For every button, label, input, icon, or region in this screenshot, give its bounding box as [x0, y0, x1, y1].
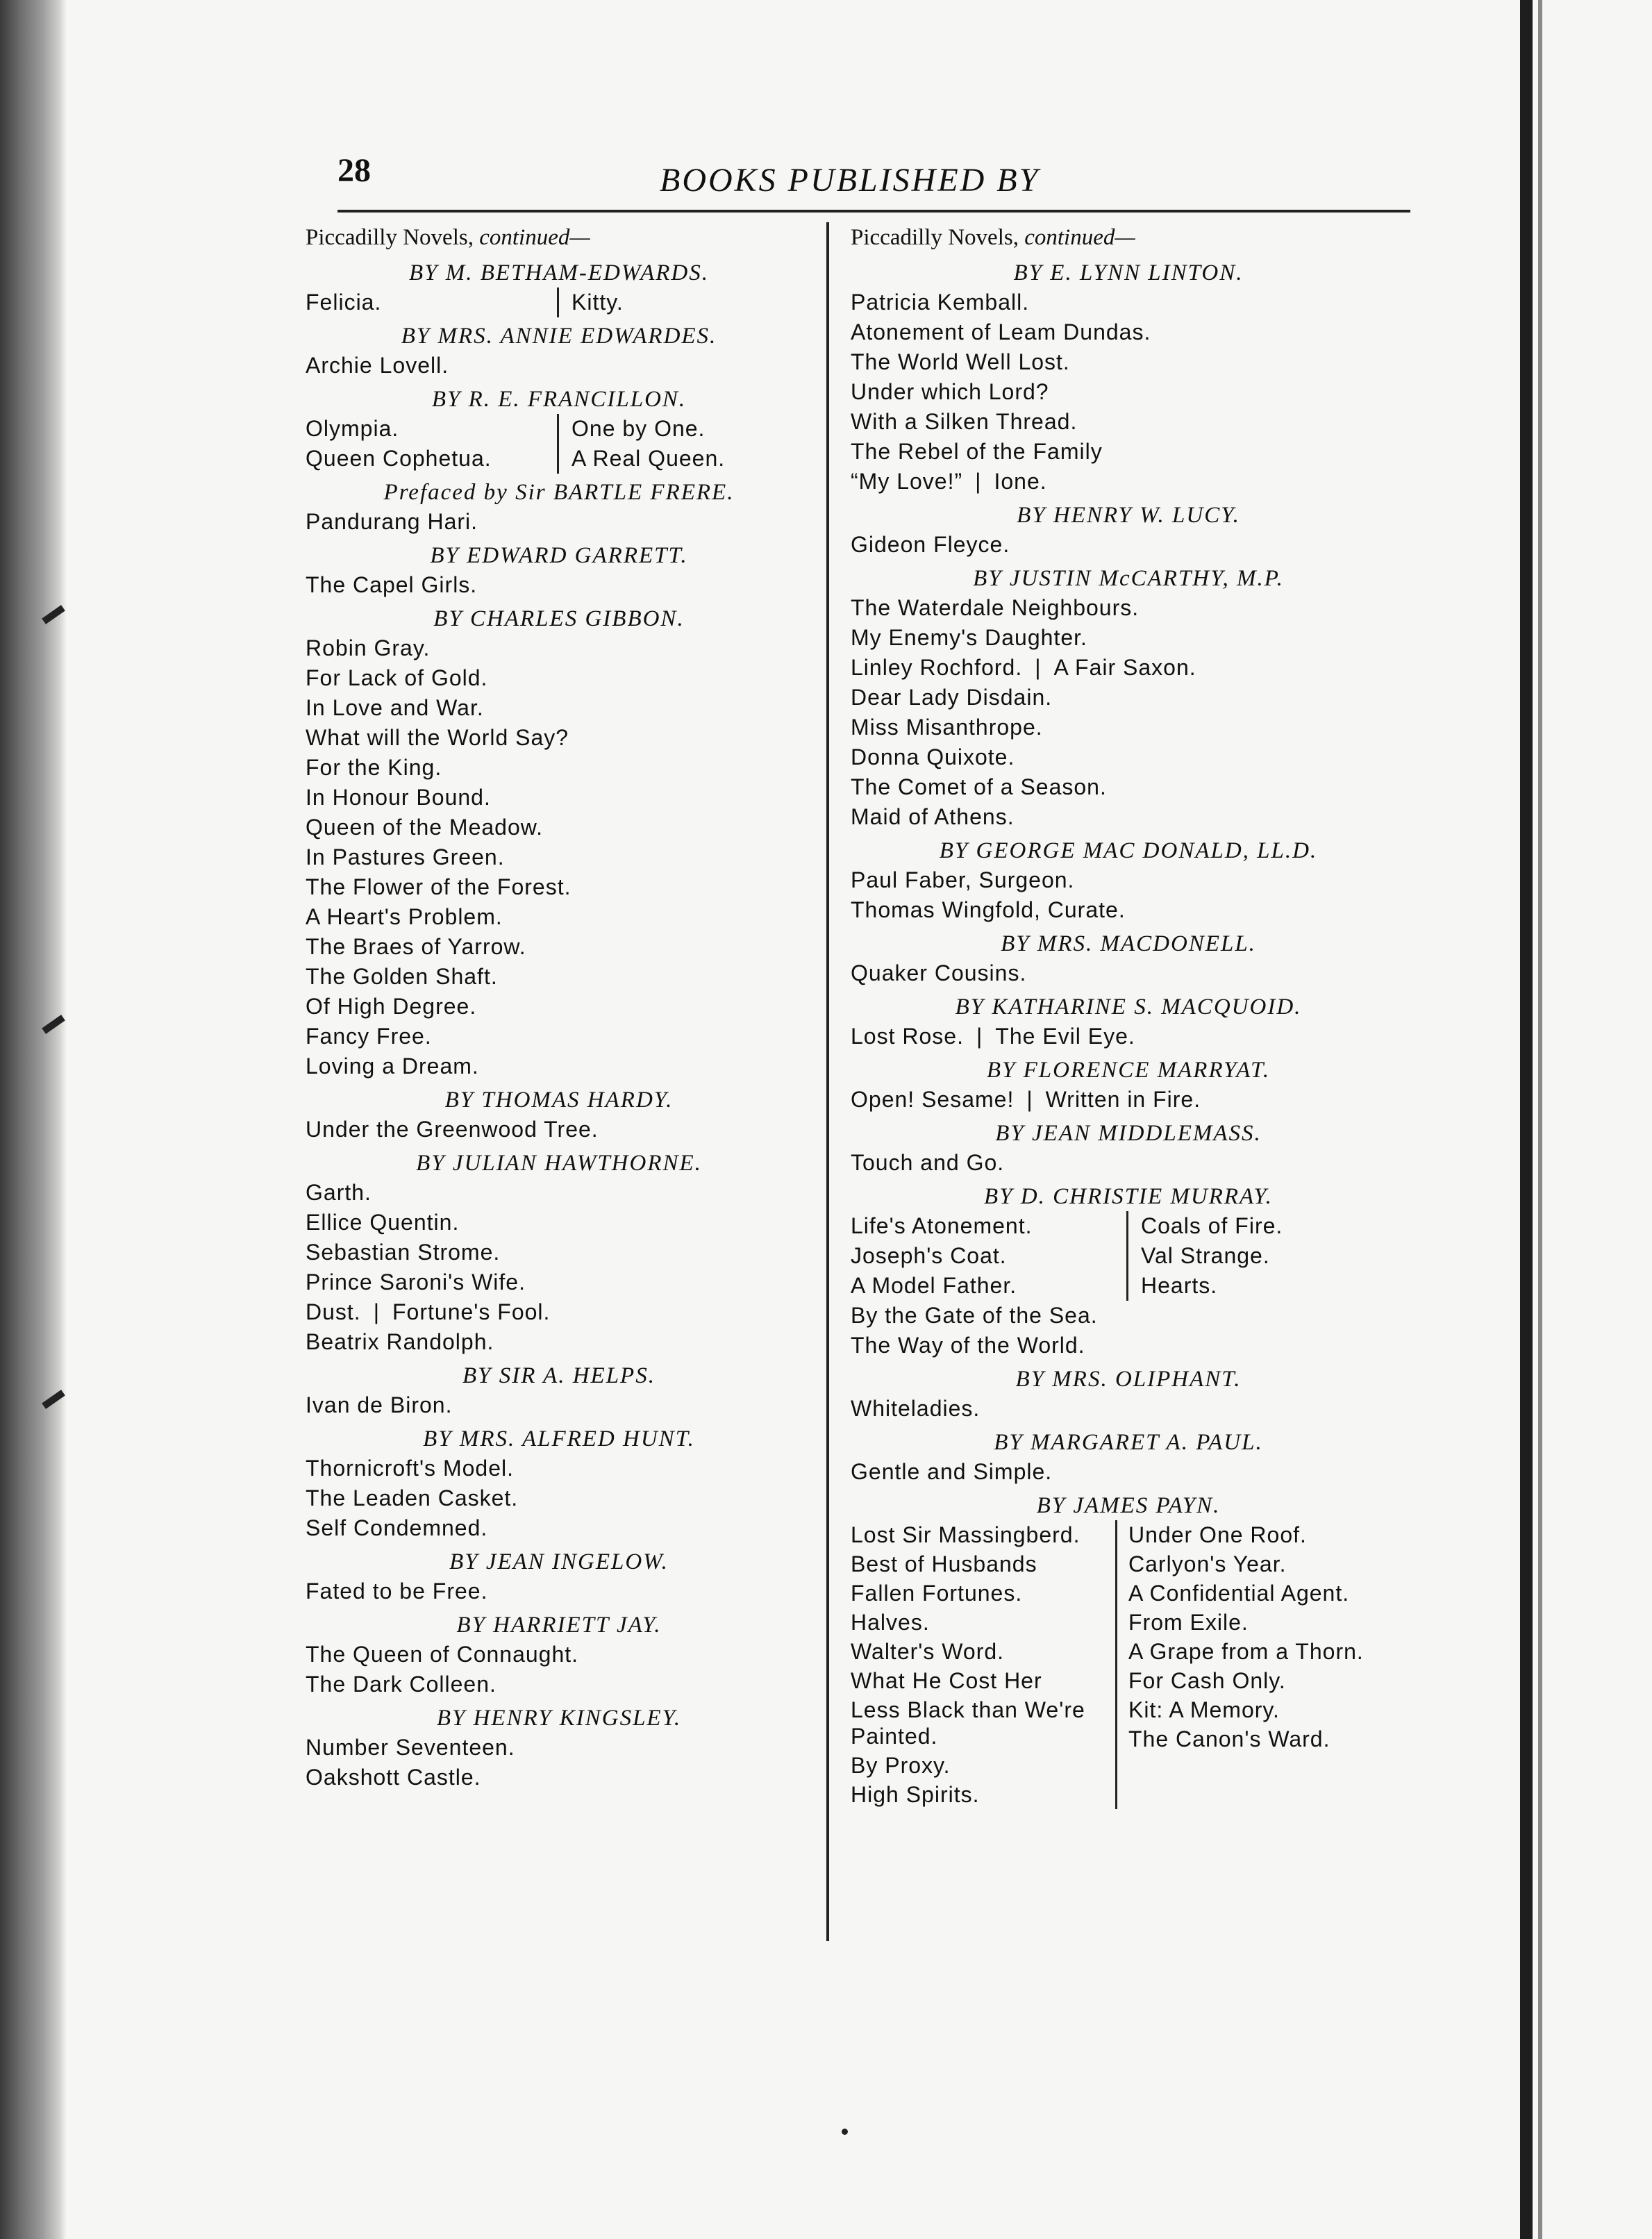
book-title: Beatrix Randolph. [306, 1329, 494, 1354]
book-title: Olympia. [306, 414, 559, 444]
book-binding-shadow [0, 0, 67, 2239]
continued-label: continued— [479, 225, 590, 250]
author-name: BY FLORENCE MARRYAT. [986, 1058, 1271, 1083]
author-heading [306, 1149, 812, 1178]
author-heading [851, 1428, 1406, 1457]
author-heading [306, 1361, 812, 1390]
title-separator: | [975, 469, 982, 494]
author-heading [306, 541, 812, 570]
book-title: Halves. [851, 1610, 930, 1635]
author-name: BY THOMAS HARDY. [444, 1088, 674, 1113]
book-title-pair [306, 1297, 812, 1327]
book-title: “My Love!” [851, 469, 963, 494]
author-name: BY M. BETHAM-EDWARDS. [409, 260, 709, 285]
book-title: The Capel Girls. [306, 572, 478, 597]
book-title: Linley Rochford. [851, 655, 1023, 680]
book-title: Archie Lovell. [306, 353, 449, 378]
book-title: Joseph's Coat. [851, 1241, 1128, 1271]
book-title: Sebastian Strome. [306, 1240, 501, 1265]
author-name: BY KATHARINE S. MACQUOID. [955, 994, 1302, 1019]
author-name: BY JEAN INGELOW. [449, 1549, 669, 1574]
book-title: The Canon's Ward. [1128, 1726, 1330, 1751]
book-title: Garth. [306, 1180, 372, 1205]
book-title: Dust. [306, 1299, 361, 1324]
running-head: BOOKS PUBLISHED BY [660, 162, 1040, 199]
binding-mark [42, 1390, 65, 1409]
book-title-grid [306, 288, 812, 317]
book-title: Fallen Fortunes. [851, 1581, 1023, 1606]
book-title: Miss Misanthrope. [851, 715, 1043, 740]
book-title: Lost Sir Massingberd. [851, 1522, 1081, 1547]
author-name: BY MRS. ANNIE EDWARDES. [401, 324, 717, 349]
book-title: For the King. [306, 755, 442, 780]
payn-title-grid [851, 1520, 1406, 1809]
author-heading [851, 929, 1406, 958]
book-title: In Pastures Green. [306, 844, 505, 869]
author-name: BARTLE FRERE. [553, 480, 735, 505]
author-name: BY JEAN MIDDLEMASS. [995, 1121, 1262, 1146]
section-continued-line [306, 221, 812, 254]
section-name: Piccadilly Novels, [851, 225, 1025, 250]
book-title: Fortune's Fool. [392, 1299, 551, 1324]
continued-label: continued— [1024, 225, 1135, 250]
book-title-pair [851, 467, 1406, 497]
title-separator: | [1035, 655, 1042, 680]
author-heading [851, 836, 1406, 865]
book-title: The Evil Eye. [995, 1024, 1135, 1049]
author-name: BY E. LYNN LINTON. [1013, 260, 1244, 285]
author-heading [306, 1610, 812, 1640]
book-title: What He Cost Her [851, 1668, 1042, 1693]
book-title: Coals of Fire. [1141, 1213, 1283, 1238]
book-title: Under One Roof. [1128, 1522, 1307, 1547]
book-title: High Spirits. [851, 1782, 980, 1807]
author-name: BY D. CHRISTIE MURRAY. [984, 1184, 1273, 1209]
book-title: A Fair Saxon. [1053, 655, 1196, 680]
section-continued-line [851, 221, 1406, 254]
book-title: Atonement of Leam Dundas. [851, 319, 1151, 344]
column-divider [826, 222, 829, 1941]
book-title: Best of Husbands [851, 1551, 1037, 1576]
book-title: A Real Queen. [571, 446, 726, 471]
book-title: The Rebel of the Family [851, 439, 1103, 464]
author-heading [306, 258, 812, 288]
book-title: From Exile. [1128, 1610, 1249, 1635]
book-title: Loving a Dream. [306, 1054, 479, 1079]
book-title: Oakshott Castle. [306, 1765, 481, 1790]
book-title: The World Well Lost. [851, 349, 1070, 374]
book-title: Thomas Wingfold, Curate. [851, 897, 1126, 922]
book-title: My Enemy's Daughter. [851, 625, 1087, 650]
book-title: Robin Gray. [306, 635, 431, 660]
book-title: Gentle and Simple. [851, 1459, 1053, 1484]
author-heading [306, 1547, 812, 1576]
title-separator: | [373, 1299, 380, 1324]
book-title: Fated to be Free. [306, 1579, 488, 1604]
book-title-pair [851, 1022, 1406, 1051]
book-title: Open! Sesame! [851, 1087, 1015, 1112]
book-title: Dear Lady Disdain. [851, 685, 1053, 710]
title-separator: | [1026, 1087, 1033, 1112]
book-title-grid [306, 414, 812, 474]
book-title: The Comet of a Season. [851, 774, 1107, 799]
book-title: Felicia. [306, 288, 559, 317]
author-heading [851, 1182, 1406, 1211]
book-title: Ione. [994, 469, 1047, 494]
book-title: The Waterdale Neighbours. [851, 595, 1140, 620]
book-title: By the Gate of the Sea. [851, 1303, 1098, 1328]
book-title: A Confidential Agent. [1128, 1581, 1350, 1606]
book-title: Written in Fire. [1045, 1087, 1201, 1112]
book-title: The Golden Shaft. [306, 964, 498, 989]
book-title: Patricia Kemball. [851, 290, 1030, 315]
book-title: One by One. [571, 416, 706, 441]
author-name: BY R. E. FRANCILLON. [431, 387, 687, 412]
author-heading [851, 258, 1406, 288]
book-title: What will the World Say? [306, 725, 569, 750]
author-heading [851, 1365, 1406, 1394]
book-title: For Lack of Gold. [306, 665, 488, 690]
binding-mark [42, 605, 65, 624]
book-title: Donna Quixote. [851, 744, 1015, 769]
author-heading [851, 1119, 1406, 1148]
book-title: In Honour Bound. [306, 785, 491, 810]
book-title-grid [851, 1211, 1406, 1301]
book-title: Quaker Cousins. [851, 960, 1027, 985]
book-title: Queen of the Meadow. [306, 815, 543, 840]
book-title: In Love and War. [306, 695, 484, 720]
book-title: Prince Saroni's Wife. [306, 1270, 526, 1295]
author-name: BY HENRY W. LUCY. [1017, 503, 1240, 528]
author-heading [306, 604, 812, 633]
book-title: Of High Degree. [306, 994, 477, 1019]
book-title: Queen Cophetua. [306, 444, 559, 474]
book-title: Pandurang Hari. [306, 509, 478, 534]
page-edge-line [1538, 0, 1542, 2239]
book-title-pair [851, 1085, 1406, 1115]
book-title: With a Silken Thread. [851, 409, 1078, 434]
author-name: BY EDWARD GARRETT. [430, 543, 688, 568]
book-title: Kit: A Memory. [1128, 1697, 1280, 1722]
section-name: Piccadilly Novels, [306, 225, 480, 250]
book-title: Lost Rose. [851, 1024, 964, 1049]
author-name: BY HARRIETT JAY. [456, 1613, 662, 1638]
left-column [306, 221, 812, 1792]
book-title: Thornicroft's Model. [306, 1456, 514, 1481]
book-title: By Proxy. [851, 1753, 951, 1778]
author-name: BY JUSTIN McCARTHY, M.P. [973, 566, 1284, 591]
book-title: Number Seventeen. [306, 1735, 515, 1760]
book-title: Whiteladies. [851, 1396, 981, 1421]
right-column [851, 221, 1406, 1809]
author-heading [851, 564, 1406, 593]
book-title: Life's Atonement. [851, 1211, 1128, 1241]
title-separator: | [976, 1024, 983, 1049]
book-title: A Grape from a Thorn. [1128, 1639, 1364, 1664]
book-title: Kitty. [571, 290, 624, 315]
book-title: The Dark Colleen. [306, 1672, 497, 1697]
payn-left-list [851, 1520, 1117, 1809]
book-title-pair [851, 653, 1406, 683]
author-name: BY CHARLES GIBBON. [433, 606, 685, 631]
author-heading [851, 501, 1406, 530]
author-heading [851, 1491, 1406, 1520]
author-name: BY MARGARET A. PAUL. [994, 1430, 1263, 1455]
author-name: BY MRS. OLIPHANT. [1015, 1367, 1242, 1392]
book-title: Hearts. [1141, 1273, 1218, 1298]
book-title: A Model Father. [851, 1271, 1128, 1301]
book-title: Ellice Quentin. [306, 1210, 460, 1235]
book-title: For Cash Only. [1128, 1668, 1286, 1693]
page-number: 28 [337, 152, 371, 189]
author-heading [306, 1424, 812, 1454]
book-title: Under the Greenwood Tree. [306, 1117, 599, 1142]
author-heading [306, 385, 812, 414]
author-heading [306, 322, 812, 351]
author-name: BY MRS. ALFRED HUNT. [423, 1426, 695, 1451]
page-edge-shadow [1520, 0, 1533, 2239]
author-name: BY HENRY KINGSLEY. [436, 1706, 682, 1731]
binding-mark [42, 1015, 65, 1034]
book-title: The Queen of Connaught. [306, 1642, 579, 1667]
book-title: The Braes of Yarrow. [306, 934, 526, 959]
book-title: The Flower of the Forest. [306, 874, 571, 899]
page-speck [842, 2129, 848, 2135]
author-name: BY GEORGE MAC DONALD, LL.D. [939, 838, 1318, 863]
author-name: BY MRS. MACDONELL. [1001, 931, 1256, 956]
book-title: The Way of the World. [851, 1333, 1085, 1358]
author-prefix: Prefaced by Sir [383, 480, 553, 505]
book-title: Fancy Free. [306, 1024, 432, 1049]
book-title: The Leaden Casket. [306, 1485, 519, 1510]
book-title: Under which Lord? [851, 379, 1049, 404]
author-name: BY SIR A. HELPS. [462, 1363, 656, 1388]
author-name: BY JAMES PAYN. [1036, 1493, 1221, 1518]
author-name: BY JULIAN HAWTHORNE. [416, 1151, 702, 1176]
book-title: Val Strange. [1141, 1243, 1270, 1268]
header-rule [337, 210, 1410, 213]
book-title: Walter's Word. [851, 1639, 1005, 1664]
book-title: Touch and Go. [851, 1150, 1005, 1175]
book-title: Gideon Fleyce. [851, 532, 1010, 557]
payn-right-list [1117, 1520, 1406, 1809]
book-title: Less Black than We're Painted. [851, 1697, 1085, 1749]
book-title: Self Condemned. [306, 1515, 488, 1540]
author-heading [306, 478, 812, 507]
book-title: Ivan de Biron. [306, 1392, 453, 1417]
book-title: Paul Faber, Surgeon. [851, 867, 1075, 892]
book-title: A Heart's Problem. [306, 904, 503, 929]
book-title: Maid of Athens. [851, 804, 1015, 829]
author-heading [851, 1056, 1406, 1085]
book-title: Carlyon's Year. [1128, 1551, 1287, 1576]
author-heading [851, 992, 1406, 1022]
author-heading [306, 1704, 812, 1733]
author-heading [306, 1085, 812, 1115]
